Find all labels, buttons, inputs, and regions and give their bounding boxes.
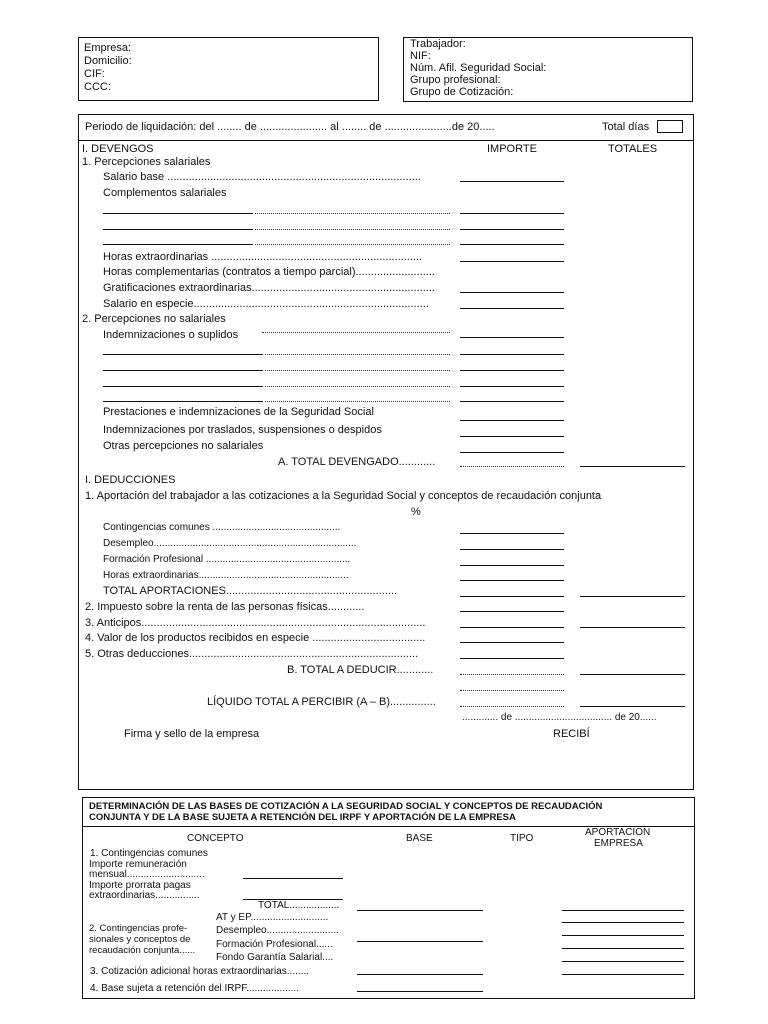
complemento-dots	[255, 244, 450, 245]
total-deducir-label: B. TOTAL A DEDUCIR............	[287, 664, 434, 676]
horas-complementarias: Horas complementarias (contratos a tiempo parcial)..........................	[103, 266, 435, 278]
total-aportaciones: TOTAL APORTACIONES........................................................	[103, 585, 398, 597]
importe-dots	[460, 674, 564, 675]
total-dias-field[interactable]	[657, 120, 683, 133]
contingencias-profesionales-2: sionales y conceptos de	[89, 934, 191, 945]
importe-line[interactable]	[460, 658, 564, 659]
tipo-header: TIPO	[510, 833, 534, 844]
otras-deducciones: 5. Otras deducciones...........................................................................	[85, 648, 419, 660]
percepciones-no-salariales: 2. Percepciones no salariales	[82, 313, 226, 325]
total-deducir-field[interactable]	[580, 674, 685, 675]
base-irpf: 4. Base sujeta a retención del IRPF...................	[90, 983, 299, 994]
indemnizacion-line[interactable]	[103, 354, 263, 355]
periodo-divider	[78, 140, 694, 141]
grupo-cotizacion-label: Grupo de Cotización:	[410, 86, 514, 98]
importe-line[interactable]	[460, 436, 564, 437]
indemnizacion-line[interactable]	[103, 386, 263, 387]
at-ep: AT y EP............................	[216, 912, 329, 923]
ccc-label: CCC:	[84, 81, 111, 93]
fecha-recibo: ............. de ................................... de 20......	[462, 712, 657, 723]
desempleo: Desempleo.........................................................................	[103, 538, 357, 549]
recibi-label: RECIBÍ	[553, 728, 590, 740]
gratificaciones: Gratificaciones extraordinarias............................................................	[103, 282, 435, 294]
profesionales-base-field[interactable]	[357, 941, 483, 942]
prorrata-pagas-2: extraordinarias................	[89, 890, 200, 901]
complemento-dots	[255, 213, 450, 214]
importe-line[interactable]	[460, 244, 564, 245]
indemnizacion-dots	[265, 386, 450, 387]
importe-line[interactable]	[460, 370, 564, 371]
percepciones-salariales: 1. Percepciones salariales	[82, 156, 211, 168]
importe-line[interactable]	[460, 549, 564, 550]
indemnizacion-line[interactable]	[103, 401, 263, 402]
cotizacion-horas-extra: 3. Cotización adicional horas extraordinarias........	[90, 966, 309, 977]
importe-line[interactable]	[460, 292, 564, 293]
horas-extra-base-field[interactable]	[357, 974, 483, 975]
bases-formacion: Formación Profesional......	[216, 939, 333, 950]
grupo-profesional-label: Grupo profesional:	[410, 74, 501, 86]
otras-percepciones: Otras percepciones no salariales	[103, 440, 264, 452]
total-base-field[interactable]	[357, 910, 483, 911]
complemento-line[interactable]	[103, 244, 253, 245]
importe-dots	[460, 706, 564, 707]
importe-line[interactable]	[460, 627, 564, 628]
valor-especie: 4. Valor de los productos recibidos en especie .....................................	[85, 632, 426, 644]
importe-line[interactable]	[460, 533, 564, 534]
importe-header: IMPORTE	[487, 143, 537, 155]
indemnizacion-dots	[265, 370, 450, 371]
afiliacion-label: Núm. Afil. Seguridad Social:	[410, 62, 547, 74]
aportacion-trabajador: 1. Aportación del trabajador a las cotizaciones a la Seguridad Social y conceptos de recaudación conjunta	[85, 490, 602, 502]
formacion-profesional: Formación Profesional ....................................................	[103, 554, 351, 565]
importe-line[interactable]	[460, 580, 564, 581]
cif-label: CIF:	[84, 68, 105, 80]
importe-line[interactable]	[460, 401, 564, 402]
prorrata-pagas-1: Importe prorrata pagas	[89, 880, 191, 891]
indemnizaciones-traslados: Indemnizaciones por traslados, suspensiones o despidos	[103, 424, 382, 436]
horas-extraordinarias: Horas extraordinarias .....................................................................	[103, 251, 423, 263]
importe-line[interactable]	[460, 386, 564, 387]
importe-line[interactable]	[460, 565, 564, 566]
anticipos-total-field[interactable]	[580, 627, 685, 628]
devengos-title: I. DEVENGOS	[82, 143, 154, 155]
at-aportacion-field[interactable]	[562, 922, 684, 923]
remuneracion-field[interactable]	[243, 878, 343, 879]
desempleo-aportacion-field[interactable]	[562, 935, 684, 936]
importe-line[interactable]	[460, 308, 564, 309]
indemnizaciones: Indemnizaciones o suplidos	[103, 329, 239, 341]
remuneracion-mensual-1: Importe remuneración	[89, 859, 187, 870]
importe-line[interactable]	[460, 642, 564, 643]
liquido-label: LÍQUIDO TOTAL A PERCIBIR (A – B)...............	[207, 696, 436, 708]
periodo-text: Periodo de liquidación: del ........ de ...................... al ........ de ......................de 20.....	[85, 121, 495, 133]
bases-contingencias-comunes: 1. Contingencias comunes	[90, 848, 208, 859]
complemento-line[interactable]	[103, 213, 253, 214]
indemnizacion-dots	[265, 354, 450, 355]
importe-dots	[460, 466, 564, 467]
horas-extra-aportacion-field[interactable]	[562, 974, 684, 975]
totales-header: TOTALES	[608, 143, 658, 155]
irpf-base-field[interactable]	[357, 991, 483, 992]
formacion-aportacion-field[interactable]	[562, 948, 684, 949]
aportacion-header-2: EMPRESA	[594, 838, 643, 849]
base-header: BASE	[406, 833, 433, 844]
contingencias-comunes: Contingencias comunes ..............................................	[103, 522, 341, 533]
bases-title-1: DETERMINACIÓN DE LAS BASES DE COTIZACIÓN A LA SEGURIDAD SOCIAL Y CONCEPTOS DE RECAUDACIÓN	[89, 801, 603, 812]
importe-line[interactable]	[460, 596, 564, 597]
concepto-header: CONCEPTO	[187, 833, 244, 844]
complemento-line[interactable]	[103, 229, 253, 230]
remuneracion-mensual-2: mensual............................	[89, 869, 205, 880]
prestaciones-ss: Prestaciones e indemnizaciones de la Seguridad Social	[103, 406, 374, 418]
importe-line[interactable]	[460, 611, 564, 612]
liquido-field[interactable]	[580, 706, 685, 707]
total-devengado-label: A. TOTAL DEVENGADO............	[278, 456, 436, 468]
salario-base: Salario base ...................................................................................	[103, 171, 421, 183]
firma-empresa: Firma y sello de la empresa	[124, 728, 260, 740]
importe-line[interactable]	[460, 213, 564, 214]
indemnizaciones-dots	[262, 332, 450, 333]
indemnizacion-line[interactable]	[103, 370, 263, 371]
bases-title-2: CONJUNTA Y DE LA BASE SUJETA A RETENCIÓN DEL IRPF Y APORTACIÓN DE LA EMPRESA	[89, 812, 516, 823]
salario-especie: Salario en especie.............................................................................	[103, 298, 429, 310]
importe-line[interactable]	[460, 181, 564, 182]
importe-line[interactable]	[460, 354, 564, 355]
complementos-salariales: Complementos salariales	[103, 187, 227, 199]
cc-aportacion-field[interactable]	[562, 910, 684, 911]
bases-fondo-garantia: Fondo Garantía Salarial....	[216, 952, 334, 963]
importe-line[interactable]	[460, 452, 564, 453]
trabajador-label: Trabajador:	[410, 38, 466, 50]
fondo-aportacion-field[interactable]	[562, 961, 684, 962]
importe-line[interactable]	[460, 229, 564, 230]
importe-line[interactable]	[460, 337, 564, 338]
percent-header: %	[411, 506, 421, 518]
irpf: 2. Impuesto sobre la renta de las personas físicas............	[85, 601, 365, 613]
empresa-label: Empresa:	[84, 42, 132, 54]
deducciones-title: I. DEDUCCIONES	[85, 474, 176, 486]
aportacion-header-1: APORTACIÓN	[585, 827, 651, 838]
total-dias-label: Total días	[602, 121, 650, 133]
importe-dots	[460, 690, 564, 691]
liquidacion-box	[78, 114, 694, 790]
importe-line[interactable]	[460, 261, 564, 262]
domicilio-label: Domicilio:	[84, 55, 132, 67]
complemento-dots	[255, 229, 450, 230]
total-aportaciones-field[interactable]	[580, 596, 685, 597]
horas-extra-deduccion: Horas extraordinarias......................................................	[103, 570, 349, 581]
bases-desempleo: Desempleo..........................	[216, 925, 339, 936]
indemnizacion-dots	[265, 401, 450, 402]
bases-total: TOTAL..................	[258, 900, 340, 911]
contingencias-profesionales-3: recaudación conjunta......	[89, 945, 196, 956]
importe-line[interactable]	[460, 420, 564, 421]
contingencias-profesionales-1: 2. Contingencias profe-	[89, 923, 188, 934]
total-devengado-field[interactable]	[580, 466, 685, 467]
nif-label: NIF:	[410, 50, 431, 62]
anticipos: 3. Anticipos.............................................................................................	[85, 617, 426, 629]
